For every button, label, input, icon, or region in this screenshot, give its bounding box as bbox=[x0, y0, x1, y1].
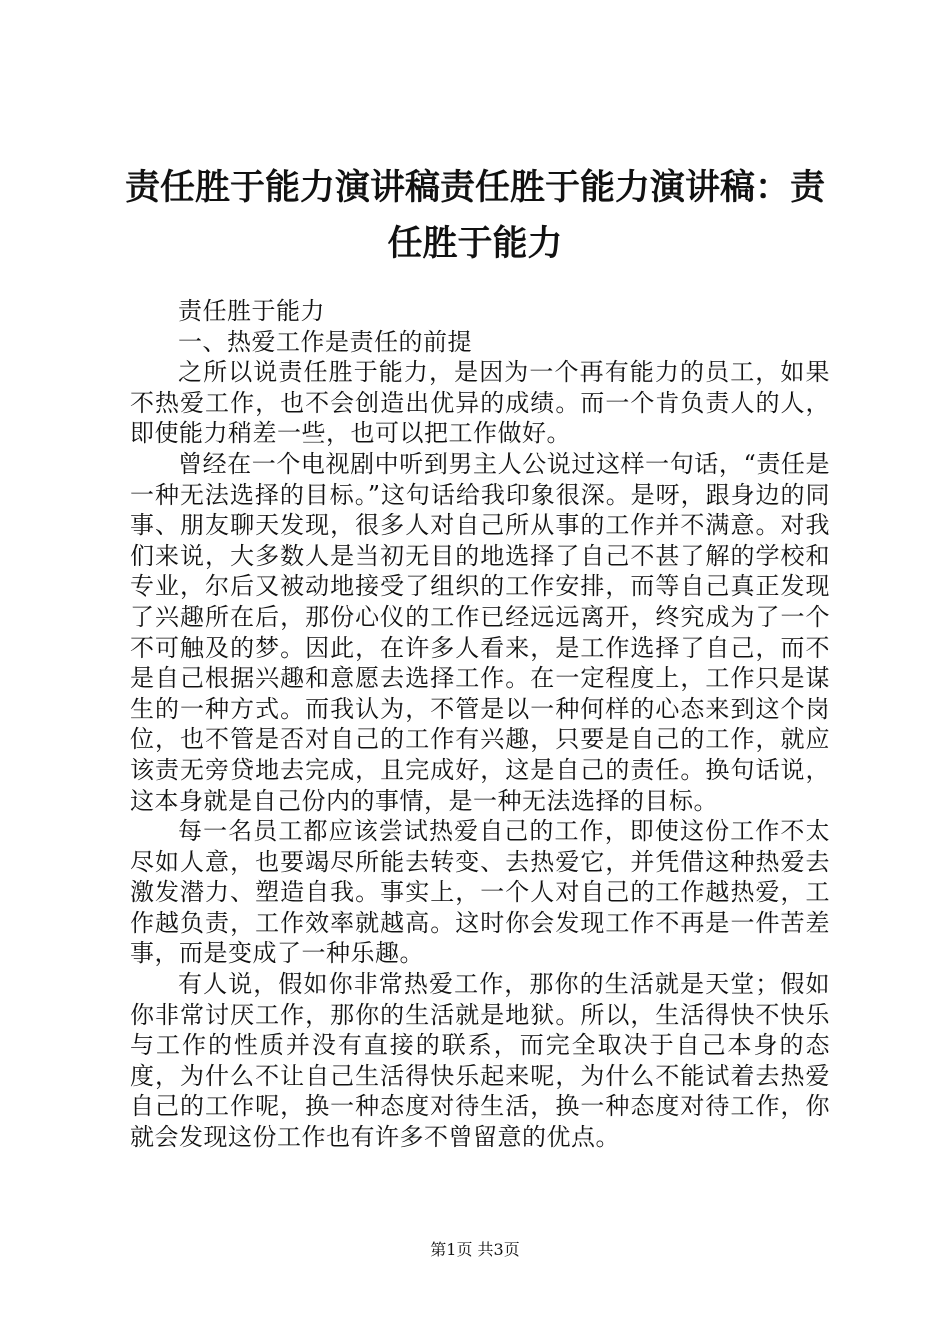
paragraph-heading: 责任胜于能力 bbox=[178, 297, 325, 325]
paragraph: 每一名员工都应该尝试热爱自己的工作，即使这份工作不太尽如人意，也要竭尽所能去转变、去热爱它，并凭借这种热爱去激发潜力、塑造自我。事实上，一个人对自己的工作越热爱，工作越负责，工作效率就越高。这时你会发现工作不再是一件苦差事，而是变成了一种乐趣。 bbox=[130, 817, 830, 968]
document-title: 责任胜于能力演讲稿责任胜于能力演讲稿：责任胜于能力 bbox=[124, 168, 825, 264]
document-body bbox=[130, 296, 830, 1153]
paragraph: 之所以说责任胜于能力，是因为一个再有能力的员工，如果不热爱工作，也不会创造出优异的成绩。而一个肯负责人的人，即使能力稍差一些，也可以把工作做好。 bbox=[130, 358, 830, 448]
paragraph: 曾经在一个电视剧中听到男主人公说过这样一句话，“责任是一种无法选择的目标。”这句话给我印象很深。是呀，跟身边的同事、朋友聊天发现，很多人对自己所从事的工作并不满意。对我们来说，大多数人是当初无目的地选择了自己不甚了解的学校和专业，尔后又被动地接受了组织的工作安排，而等自己真正发现了兴趣所在后，那份心仪的工作已经远远离开，终究成为了一个不可触及的梦。因此，在许多人看来，是工作选择了自己，而不是自己根据兴趣和意愿去选择工作。在一定程度上，工作只是谋生的一种方式。而我认为，不管是以一种何样的心态来到这个岗位，也不管是否对自己的工作有兴趣，只要是自己的工作，就应该责无旁贷地去完成，且完成好，这是自己的责任。换句话说，这本身就是自己份内的事情，是一种无法选择的目标。 bbox=[130, 449, 830, 815]
page-number-footer: 第1页 共3页 bbox=[430, 1240, 520, 1259]
paragraph-section-heading: 一、热爱工作是责任的前提 bbox=[178, 327, 472, 356]
paragraph: 有人说，假如你非常热爱工作，那你的生活就是天堂；假如你非常讨厌工作，那你的生活就是地狱。所以，生活得快不快乐与工作的性质并没有直接的联系，而完全取决于自己本身的态度，为什么不让自己生活得快乐起来呢，为什么不能试着去热爱自己的工作呢，换一种态度对待生活，换一种态度对待工作，你就会发现这份工作也有许多不曾留意的优点。 bbox=[130, 970, 830, 1152]
